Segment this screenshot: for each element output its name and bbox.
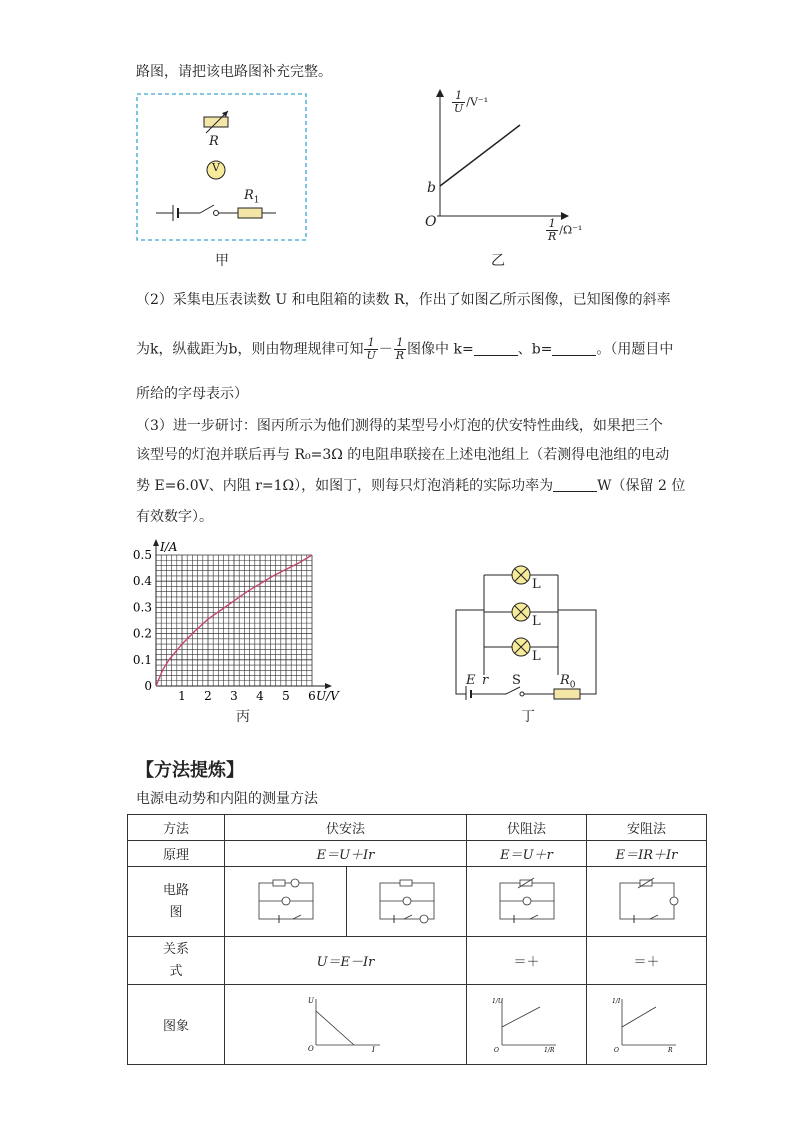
- blank-power[interactable]: [553, 477, 597, 492]
- x-axis-label: U/V: [316, 689, 339, 703]
- graph-fz-xlabel: 1/R: [543, 1046, 554, 1053]
- circuit-fz: [467, 867, 587, 937]
- y-tick-label: 0: [144, 679, 152, 693]
- circuit-fa-2: [347, 867, 467, 937]
- graph-line: [440, 125, 520, 186]
- th-az: 安阻法: [587, 815, 707, 841]
- label-r1: $R_1$: [244, 188, 260, 206]
- label-r: R: [209, 134, 219, 149]
- label-s: S: [512, 673, 521, 688]
- label-e: E: [466, 673, 476, 688]
- graph-az: [587, 985, 707, 1065]
- graph-fa-ylabel: U: [307, 996, 314, 1005]
- rheostat-symbol: [204, 117, 228, 127]
- top-text: 路图，请把该电路图补充完整。: [136, 64, 332, 80]
- caption-bing: 丙: [236, 709, 250, 725]
- relation-fz: ＝＋: [467, 937, 587, 985]
- y-tick-label: 0.5: [132, 548, 152, 562]
- graph-fz-origin: O: [493, 1046, 499, 1053]
- y-tick-label: 0.1: [132, 652, 152, 667]
- xlabel: $\frac{1}{R}$ /Ω⁻¹: [548, 217, 583, 243]
- caption-ding: 丁: [521, 709, 535, 725]
- lamp-3: [512, 638, 530, 656]
- x-tick-label: 6: [308, 689, 316, 703]
- figure-jia: [136, 93, 308, 247]
- label-origin: O: [425, 214, 437, 230]
- th-method: 方法: [128, 815, 225, 841]
- th-fz: 伏阻法: [467, 815, 587, 841]
- label-r-internal: r: [482, 673, 489, 688]
- q3-line1: （3）进一步研讨：图丙所示为他们测得的某型号小灯泡的伏安特性曲线，如果把三个: [136, 418, 663, 434]
- label-b: b: [427, 180, 436, 196]
- q3-line3: 势 E=6.0V、内阻 r=1Ω），如图丁，则每只灯泡消耗的实际功率为 W（保留 2 位: [136, 478, 686, 494]
- principle-az: E＝IR＋Ir: [587, 841, 707, 867]
- label-r0: $R_0$: [560, 673, 576, 691]
- x-tick-label: 4: [256, 689, 264, 703]
- lamp-2: [512, 603, 530, 621]
- q2-line3: 所给的字母表示）: [136, 386, 248, 402]
- section-subtitle: 电源电动势和内阻的测量方法: [136, 791, 318, 807]
- section-title: 【方法提炼】: [136, 760, 244, 781]
- x-tick-label: 5: [282, 689, 290, 703]
- principle-fz: E＝U＋r: [467, 841, 587, 867]
- graph-fa: [225, 985, 467, 1065]
- blank-b[interactable]: [552, 341, 596, 356]
- y-axis-label: I/A: [160, 540, 178, 554]
- x-tick-label: 3: [230, 689, 238, 703]
- relation-fa: U＝E－Ir: [225, 937, 467, 985]
- caption-jia: 甲: [215, 253, 229, 269]
- x-tick-label: 1: [178, 689, 186, 703]
- graph-az-ylabel: 1/I: [611, 997, 620, 1005]
- resistor-r1-symbol: [238, 208, 262, 218]
- figure-bing: [122, 536, 362, 712]
- row-principle: 原理: [128, 841, 225, 867]
- q3-line2: 该型号的灯泡并联后再与 R₀=3Ω 的电阻串联接在上述电池组上（若测得电池组的电动: [136, 447, 670, 463]
- graph-az-origin: O: [613, 1046, 619, 1053]
- relation-az: ＝＋: [587, 937, 707, 985]
- q3-line4: 有效数字）。: [136, 509, 213, 525]
- principle-fa: E＝U＋Ir: [225, 841, 467, 867]
- y-tick-label: 0.3: [132, 600, 152, 615]
- figure-yi: [415, 88, 595, 252]
- figure-ding: [446, 560, 606, 704]
- iv-chart: [122, 536, 362, 708]
- graph-az-xlabel: R: [667, 1046, 673, 1053]
- row-graph: 图象: [128, 985, 225, 1065]
- graph-fa-origin: O: [307, 1044, 314, 1053]
- label-l3: L: [532, 649, 541, 664]
- q2-line2: 为k，纵截距为b，则由物理规律可知 $\frac{1}{U}$ － $\frac{1}{R}$ 图像中 k= 、b= 。（用题目中: [136, 336, 674, 362]
- graph-fa-xlabel: I: [371, 1045, 375, 1053]
- th-fa: 伏安法: [225, 815, 467, 841]
- ylabel: $\frac{1}{U}$ /V⁻¹: [454, 89, 489, 115]
- caption-yi: 乙: [491, 253, 505, 269]
- lamp-1: [512, 566, 530, 584]
- label-l2: L: [532, 614, 541, 629]
- circuit-fa-1: [225, 867, 347, 937]
- method-table: [127, 814, 707, 1065]
- y-axis-arrow: [153, 539, 159, 546]
- blank-k[interactable]: [474, 341, 518, 356]
- circuit-az: [587, 867, 707, 937]
- graph-fz: [467, 985, 587, 1065]
- row-relation: 关系 式: [128, 937, 225, 985]
- row-circuit: 电路 图: [128, 867, 225, 937]
- x-tick-label: 2: [204, 689, 212, 703]
- q2-line1: （2）采集电压表读数 U 和电阻箱的读数 R，作出了如图乙所示图像，已知图像的斜率: [136, 292, 671, 308]
- graph-fz-ylabel: 1/U: [491, 997, 503, 1005]
- label-v: V: [212, 161, 220, 174]
- y-tick-label: 0.4: [132, 574, 152, 589]
- y-tick-label: 0.2: [132, 626, 152, 641]
- label-l1: L: [532, 577, 541, 592]
